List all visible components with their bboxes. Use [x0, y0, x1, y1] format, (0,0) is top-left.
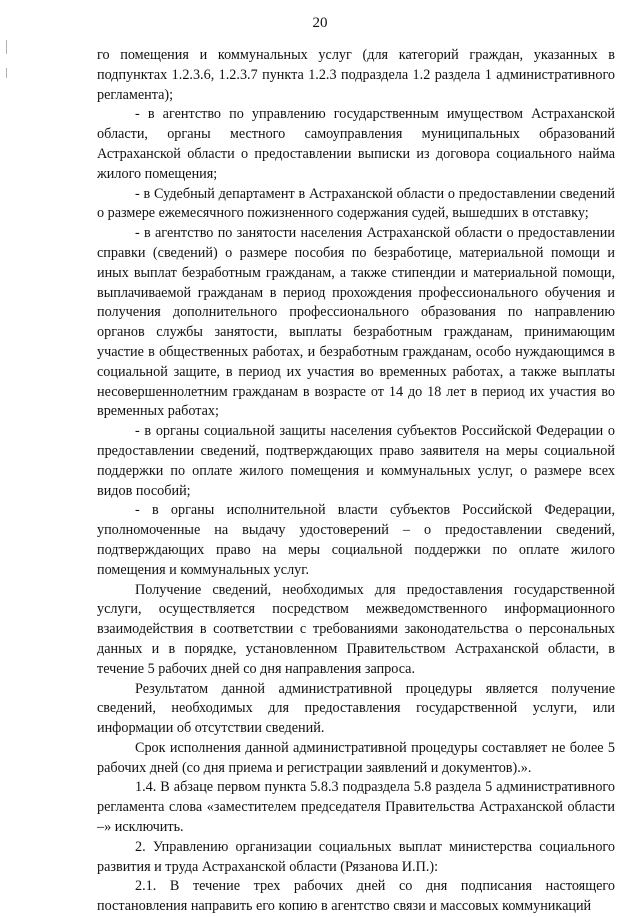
paragraph-item-2: 2. Управлению организации социальных выплат министерства социального развития и труда Астраханской области (Рязанова И.П.): — [97, 838, 615, 875]
paragraph-judicial-department: - в Судебный департамент в Астраханской области о предоставлении сведений о размере ежемесячного пожизненного содержания судей, вышедших в отставку; — [97, 185, 615, 222]
scan-margin-mark — [6, 40, 7, 54]
paragraph-procedure-result: Результатом данной административной процедуры является получение сведений, необходимых для предоставления государственной услуги, или информации об отсутствии сведений. — [97, 680, 615, 737]
page-number: 20 — [312, 15, 328, 31]
paragraph-executive-authorities: - в органы исполнительной власти субъектов Российской Федерации, уполномоченные на выдачу удостоверений – о предоставлении сведений, подтверждающих право на меры социальной поддержки по оплате жилого помещения и коммунальных услуг. — [97, 502, 615, 578]
paragraph-item-2-1: 2.1. В течение трех рабочих дней со дня подписания настоящего постановления направить его копию в агентство связи и массовых коммуникаций — [97, 878, 615, 915]
paragraph-information-exchange: Получение сведений, необходимых для предоставления государственной услуги, осуществляется посредством межведомственного информационного взаимодействия в соответствии с требованиями законодательства о персональных данных и в порядке, установленном Правительством Астраханской области, в течение 5 рабочих дней со дня направления запроса. — [97, 581, 615, 677]
paragraph-social-protection: - в органы социальной защиты населения субъектов Российской Федерации о предоставлении сведений, подтверждающих право заявителя на меры социальной поддержки по оплате жилого помещения и коммунальных услуг, о размере всех видов пособий; — [97, 423, 615, 499]
scan-margin-marks — [6, 40, 8, 100]
paragraph-item-1-4: 1.4. В абзаце первом пункта 5.8.3 подраздела 5.8 раздела 5 административного регламента слова «заместителем председателя Правительства Астраханской области –» исключить. — [97, 779, 615, 836]
paragraph-continuation: го помещения и коммунальных услуг (для категорий граждан, указанных в подпунктах 1.2.3.6, 1.2.3.7 пункта 1.2.3 подраздела 1.2 раздела 1 административного регламента); — [97, 47, 615, 103]
scan-margin-mark — [6, 68, 7, 78]
document-body — [97, 46, 615, 917]
paragraph-property-agency: - в агентство по управлению государственным имуществом Астраханской области, органы местного самоуправления муниципальных образований Астраханской области о предоставлении выписки из договора социального найма жилого помещения; — [97, 106, 615, 182]
paragraph-procedure-term: Срок исполнения данной административной процедуры составляет не более 5 рабочих дней (со дня приема и регистрации заявлений и документов).». — [97, 739, 615, 776]
paragraph-employment-agency: - в агентство по занятости населения Астраханской области о предоставлении справки (сведений) о размере пособия по безработице, материальной помощи и иных выплат безработным гражданам, а также стипендии и материальной помощи, выплачиваемой гражданам в период прохождения профессионального обучения и получения дополнительного профессионального образования по направлению органов службы занятости, выплаты безработным гражданам, принимающим участие в общественных работах, и безработным гражданам, особо нуждающимся в социальной защите, в период их участия во временных работах, а также выплаты несовершеннолетним гражданам в возрасте от 14 до 18 лет в период их участия во временных работах; — [97, 225, 615, 420]
